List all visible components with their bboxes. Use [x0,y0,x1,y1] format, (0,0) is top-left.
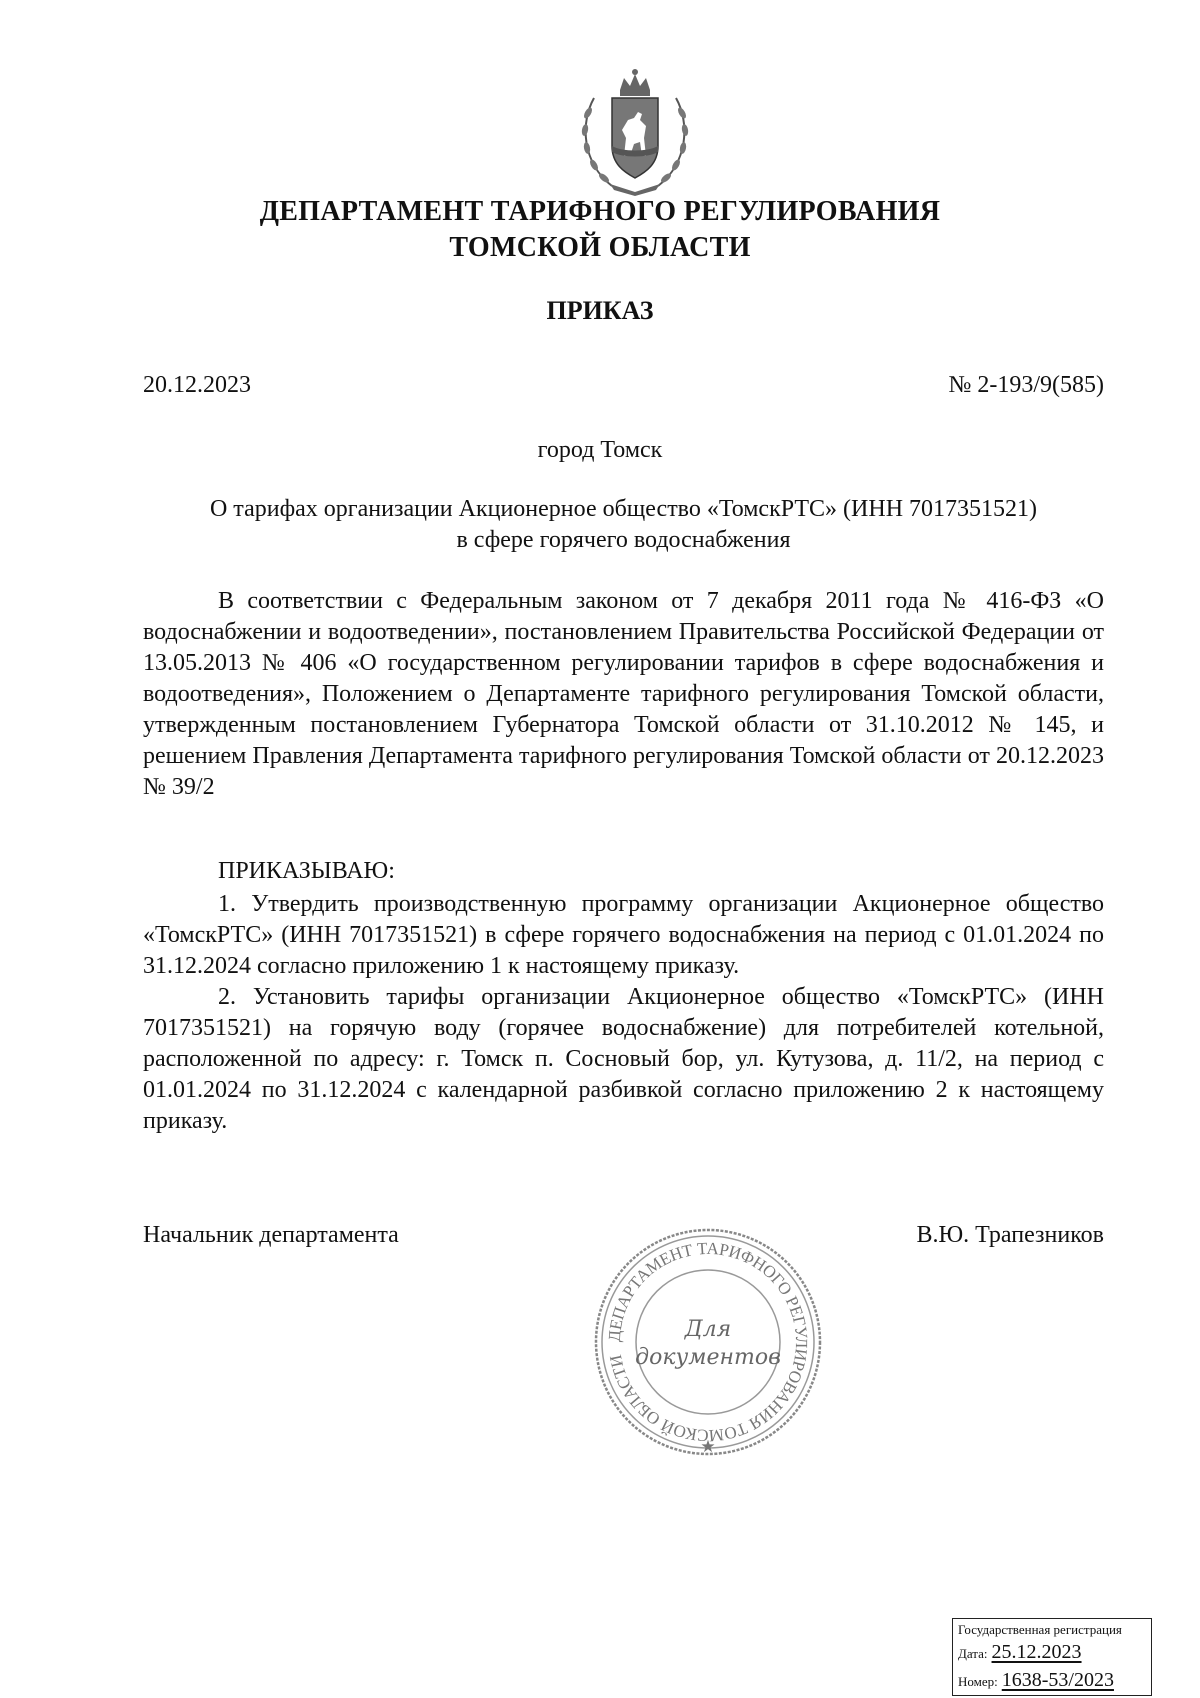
stamp-center-line2: документов [635,1345,781,1370]
order-item-1: 1. Утвердить производственную программу организации Акционерное общество «ТомскРТС» (ИНН 7017351521) в сфере горячего водоснабжения на период с 01.01.2024 по 31.12.2024 согласно приложению 1 к настоящему приказу. [143,891,1104,979]
document-type-title: ПРИКАЗ [546,296,654,325]
registration-title: Государственная регистрация [958,1622,1122,1637]
registration-number-row [958,1667,1146,1695]
stamp-star-icon: ★ [700,1437,716,1456]
department-name-line1: ДЕПАРТАМЕНТ ТАРИФНОГО РЕГУЛИРОВАНИЯ [259,196,941,227]
signatory-name: В.Ю. Трапезников [916,1222,1104,1248]
subject-line1: О тарифах организации Акционерное общество «ТомскРТС» (ИНН 7017351521) [209,496,1038,522]
order-items [143,889,1104,1137]
stamp-ring-text: ДЕПАРТАМЕНТ ТАРИФНОГО РЕГУЛИРОВАНИЯ ТОМСКОЙ ОБЛАСТИ [604,1238,812,1446]
order-number: № 2-193/9(585) [948,372,1104,398]
official-stamp [592,1226,824,1458]
registration-box [952,1618,1152,1696]
department-name-line2: ТОМСКОЙ ОБЛАСТИ [449,232,751,263]
subject-line2: в сфере горячего водоснабжения [456,527,791,553]
coat-of-arms-icon [572,68,698,196]
signatory-role: Начальник департамента [143,1222,399,1248]
registration-date-row [958,1639,1146,1667]
order-date: 20.12.2023 [143,372,251,398]
registration-number-value: 1638-53/2023 [1001,1669,1114,1691]
order-item-2: 2. Установить тарифы организации Акционерное общество «ТомскРТС» (ИНН 7017351521) на горячую воду (горячее водоснабжение) для потребителей котельной, расположенной по адресу: г. Томск п. Сосновый бор, ул. Кутузова, д. 11/2, на период с 01.01.2024 по 31.12.2024 с календарной разбивкой согласно приложению 2 к настоящему приказу. [143,984,1104,1134]
stamp-center-line1: Для [684,1317,732,1342]
order-city: город Томск [537,437,663,463]
registration-date-value: 25.12.2023 [991,1641,1082,1663]
registration-date-label: Дата: [958,1646,988,1661]
preamble-paragraph: В соответствии с Федеральным законом от 7 декабря 2011 года № 416-ФЗ «О водоснабжении и водоотведении», постановлением Правительства Российской Федерации от 13.05.2013 № 406 «О государственном регулировании тарифов в сфере водоснабжения и водоотведения», Положением о Департаменте тарифного регулирования Томской области, утвержденным постановлением Губернатора Томской области от 31.10.2012 № 145, и решением Правления Департамента тарифного регулирования Томской области от 20.12.2023 № 39/2 [143,588,1104,800]
order-subject [143,494,1104,556]
order-directive-word: ПРИКАЗЫВАЮ: [218,858,395,884]
registration-number-label: Номер: [958,1674,998,1689]
